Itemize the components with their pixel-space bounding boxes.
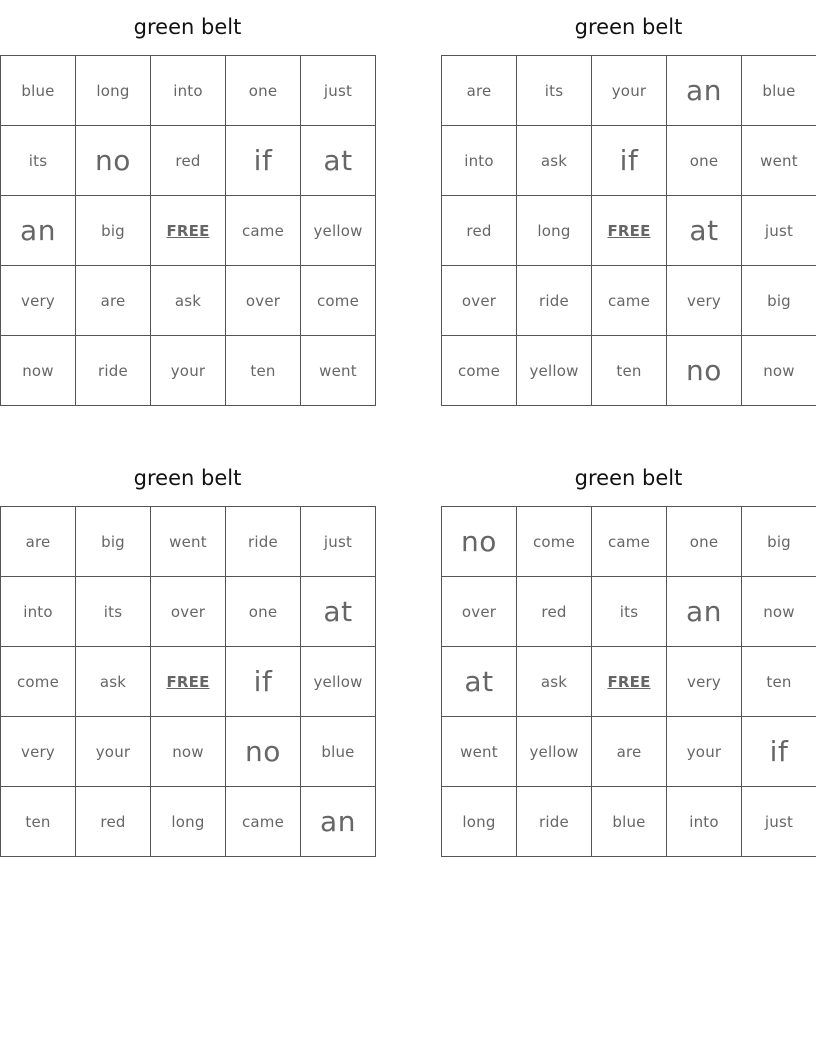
- bingo-cell: one: [667, 126, 742, 196]
- bingo-cell: came: [226, 196, 301, 266]
- bingo-cell: long: [76, 56, 151, 126]
- bingo-row: [1, 787, 376, 857]
- card-title: green belt: [574, 466, 683, 490]
- bingo-row: [1, 507, 376, 577]
- bingo-row: [1, 577, 376, 647]
- bingo-cell: over: [442, 577, 517, 647]
- bingo-cell: no: [667, 336, 742, 406]
- bingo-cell: an: [667, 56, 742, 126]
- bingo-card: [0, 0, 375, 406]
- bingo-cell: just: [742, 787, 816, 857]
- bingo-cell: one: [226, 56, 301, 126]
- bingo-grid: [441, 55, 816, 406]
- bingo-cell: your: [151, 336, 226, 406]
- bingo-cell: no: [442, 507, 517, 577]
- bingo-cell: come: [301, 266, 376, 336]
- bingo-cell: if: [592, 126, 667, 196]
- bingo-cell: just: [301, 507, 376, 577]
- bingo-cell: your: [76, 717, 151, 787]
- bingo-grid: [0, 55, 376, 406]
- bingo-cell: ask: [517, 126, 592, 196]
- bingo-row: [442, 196, 816, 266]
- bingo-cell: red: [517, 577, 592, 647]
- bingo-cell: ride: [226, 507, 301, 577]
- bingo-cell: just: [742, 196, 816, 266]
- bingo-card: [441, 451, 816, 857]
- bingo-cell: red: [442, 196, 517, 266]
- bingo-cell: one: [667, 507, 742, 577]
- bingo-cell: went: [151, 507, 226, 577]
- bingo-row: [442, 56, 816, 126]
- bingo-row: [442, 126, 816, 196]
- bingo-cell: ask: [76, 647, 151, 717]
- bingo-row: [442, 336, 816, 406]
- bingo-row: [442, 577, 816, 647]
- bingo-cell: its: [1, 126, 76, 196]
- bingo-cell: red: [151, 126, 226, 196]
- bingo-cell: your: [592, 56, 667, 126]
- bingo-cell: its: [517, 56, 592, 126]
- bingo-card: [0, 451, 375, 857]
- bingo-cell: went: [442, 717, 517, 787]
- bingo-cell: came: [592, 266, 667, 336]
- bingo-cell: no: [76, 126, 151, 196]
- bingo-cell: yellow: [301, 647, 376, 717]
- card-title: green belt: [574, 15, 683, 39]
- bingo-cell: now: [742, 336, 816, 406]
- bingo-row: [1, 196, 376, 266]
- free-space: FREE: [151, 647, 226, 717]
- bingo-cell: at: [667, 196, 742, 266]
- bingo-cell: its: [592, 577, 667, 647]
- bingo-row: [442, 787, 816, 857]
- bingo-cell: long: [151, 787, 226, 857]
- bingo-cell: an: [301, 787, 376, 857]
- bingo-cell: over: [151, 577, 226, 647]
- bingo-cell: blue: [301, 717, 376, 787]
- bingo-cell: ten: [226, 336, 301, 406]
- bingo-cell: came: [226, 787, 301, 857]
- bingo-row: [442, 647, 816, 717]
- bingo-cell: ride: [517, 787, 592, 857]
- bingo-cell: come: [442, 336, 517, 406]
- bingo-cell: yellow: [301, 196, 376, 266]
- bingo-cell: an: [667, 577, 742, 647]
- bingo-cell: very: [667, 647, 742, 717]
- bingo-cell: just: [301, 56, 376, 126]
- bingo-row: [442, 507, 816, 577]
- bingo-cell: red: [76, 787, 151, 857]
- bingo-cell: if: [742, 717, 816, 787]
- bingo-cell: at: [442, 647, 517, 717]
- bingo-cell: ten: [1, 787, 76, 857]
- bingo-row: [1, 126, 376, 196]
- bingo-cell: came: [592, 507, 667, 577]
- bingo-cell: went: [742, 126, 816, 196]
- bingo-cell: are: [1, 507, 76, 577]
- bingo-cell: an: [1, 196, 76, 266]
- free-space: FREE: [592, 647, 667, 717]
- bingo-cell: if: [226, 126, 301, 196]
- bingo-cell: very: [1, 717, 76, 787]
- bingo-cell: one: [226, 577, 301, 647]
- bingo-row: [1, 56, 376, 126]
- bingo-cell: big: [742, 507, 816, 577]
- bingo-row: [442, 266, 816, 336]
- bingo-cell: its: [76, 577, 151, 647]
- bingo-cell: your: [667, 717, 742, 787]
- bingo-cell: very: [667, 266, 742, 336]
- bingo-cell: ten: [742, 647, 816, 717]
- bingo-cell: blue: [1, 56, 76, 126]
- bingo-cell: into: [667, 787, 742, 857]
- bingo-grid: [0, 506, 376, 857]
- bingo-card: [441, 0, 816, 406]
- bingo-cell: long: [517, 196, 592, 266]
- bingo-grid: [441, 506, 816, 857]
- bingo-cell: come: [517, 507, 592, 577]
- bingo-cell: are: [592, 717, 667, 787]
- bingo-row: [1, 647, 376, 717]
- card-title: green belt: [133, 466, 242, 490]
- card-title: green belt: [133, 15, 242, 39]
- bingo-cell: ride: [76, 336, 151, 406]
- bingo-cell: ten: [592, 336, 667, 406]
- bingo-row: [442, 717, 816, 787]
- bingo-cell: into: [151, 56, 226, 126]
- bingo-cell: over: [442, 266, 517, 336]
- bingo-cell: blue: [592, 787, 667, 857]
- bingo-row: [1, 717, 376, 787]
- bingo-cell: into: [442, 126, 517, 196]
- bingo-cell: big: [76, 507, 151, 577]
- bingo-cell: are: [76, 266, 151, 336]
- bingo-cell: long: [442, 787, 517, 857]
- bingo-cell: now: [742, 577, 816, 647]
- bingo-cell: ride: [517, 266, 592, 336]
- bingo-cell: big: [76, 196, 151, 266]
- bingo-cell: big: [742, 266, 816, 336]
- bingo-row: [1, 266, 376, 336]
- free-space: FREE: [151, 196, 226, 266]
- bingo-cell: at: [301, 577, 376, 647]
- bingo-cell: ask: [151, 266, 226, 336]
- bingo-cell: are: [442, 56, 517, 126]
- bingo-cell: blue: [742, 56, 816, 126]
- bingo-cell: over: [226, 266, 301, 336]
- bingo-cell: yellow: [517, 717, 592, 787]
- bingo-cell: very: [1, 266, 76, 336]
- bingo-cell: no: [226, 717, 301, 787]
- bingo-cell: yellow: [517, 336, 592, 406]
- bingo-cell: now: [151, 717, 226, 787]
- bingo-cell: if: [226, 647, 301, 717]
- bingo-cell: now: [1, 336, 76, 406]
- bingo-cell: went: [301, 336, 376, 406]
- bingo-cell: ask: [517, 647, 592, 717]
- bingo-cell: come: [1, 647, 76, 717]
- bingo-cell: into: [1, 577, 76, 647]
- bingo-cell: at: [301, 126, 376, 196]
- free-space: FREE: [592, 196, 667, 266]
- bingo-row: [1, 336, 376, 406]
